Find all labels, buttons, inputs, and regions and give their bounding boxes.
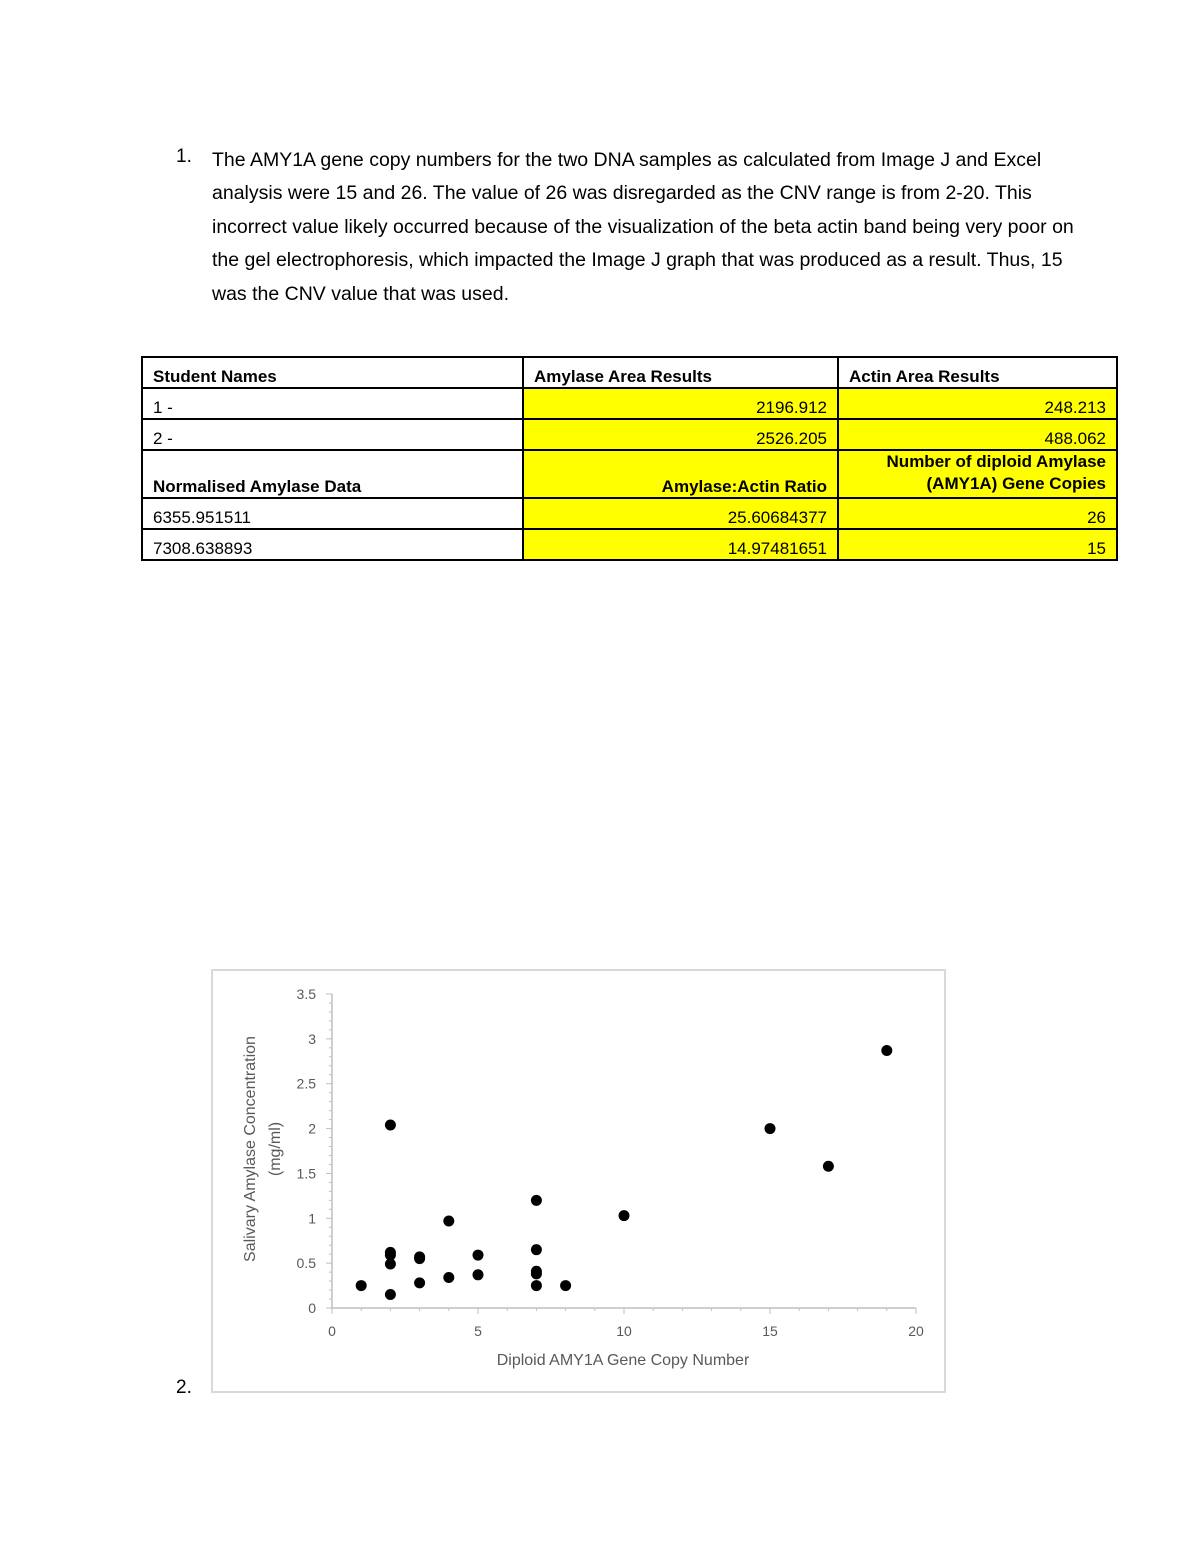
x-axis-title: Diploid AMY1A Gene Copy Number bbox=[496, 1352, 750, 1369]
data-point bbox=[414, 1277, 425, 1288]
data-point bbox=[823, 1161, 834, 1172]
x-tick-label: 15 bbox=[762, 1323, 778, 1339]
table-cell: 1 - bbox=[142, 388, 523, 419]
list-number-1: 1. bbox=[176, 146, 192, 167]
table-cell: 2526.205 bbox=[523, 419, 838, 450]
data-points bbox=[356, 1045, 893, 1300]
table-header-cell: Normalised Amylase Data bbox=[142, 450, 523, 498]
table-row bbox=[142, 388, 1117, 419]
y-tick-label: 0 bbox=[308, 1300, 316, 1316]
data-point bbox=[385, 1119, 396, 1130]
y-tick-label: 1 bbox=[308, 1210, 316, 1227]
y-tick-label: 0.5 bbox=[296, 1255, 316, 1272]
answer-paragraph-1: The AMY1A gene copy numbers for the two DNA samples as calculated from Image J and Excel analysis were 15 and 26. The value of 26 was disregarded as the CNV range is from 2-20. This incorrect value likely occurred because of the visualization of the beta actin band being very poor on the gel electrophoresis, which impacted the Image J graph that was produced as a result. Thus, 15 was the CNV value that was used. bbox=[212, 149, 1074, 305]
data-point bbox=[531, 1244, 542, 1255]
data-point bbox=[473, 1269, 484, 1280]
data-point bbox=[443, 1272, 454, 1283]
table-cell: 6355.951511 bbox=[142, 498, 523, 529]
x-tick-label: 5 bbox=[474, 1323, 482, 1339]
table-header-cell: Amylase Area Results bbox=[523, 357, 838, 388]
data-table bbox=[141, 356, 1118, 561]
table-cell: 7308.638893 bbox=[142, 529, 523, 560]
y-axis-title-line-1: Salivary Amylase Concentration bbox=[242, 1036, 259, 1262]
table-cell: 26 bbox=[838, 498, 1117, 529]
table-header-cell: Actin Area Results bbox=[838, 357, 1117, 388]
table-cell: 2 - bbox=[142, 419, 523, 450]
y-tick-label: 1.5 bbox=[296, 1165, 316, 1182]
table-header-row bbox=[142, 357, 1117, 388]
table-cell: 15 bbox=[838, 529, 1117, 560]
data-point bbox=[619, 1210, 630, 1221]
data-point bbox=[560, 1280, 571, 1291]
y-tick-label: 2 bbox=[308, 1120, 316, 1137]
table-header-row bbox=[142, 450, 1117, 498]
data-point bbox=[531, 1195, 542, 1206]
x-tick-label: 20 bbox=[908, 1323, 924, 1339]
table-row bbox=[142, 419, 1117, 450]
table-row bbox=[142, 529, 1117, 560]
data-point bbox=[881, 1045, 892, 1056]
data-point bbox=[473, 1250, 484, 1261]
data-point bbox=[385, 1289, 396, 1300]
data-point bbox=[414, 1253, 425, 1264]
data-point bbox=[531, 1268, 542, 1279]
y-tick-label: 2.5 bbox=[296, 1075, 316, 1092]
chart-frame bbox=[211, 969, 946, 1393]
list-number-2: 2. bbox=[176, 1377, 192, 1398]
x-axis bbox=[328, 1308, 924, 1339]
table-cell: 2196.912 bbox=[523, 388, 838, 419]
data-point bbox=[443, 1215, 454, 1226]
data-point bbox=[531, 1280, 542, 1291]
y-axis bbox=[297, 986, 332, 1316]
table-header-cell: Student Names bbox=[142, 357, 523, 388]
table-cell: 14.97481651 bbox=[523, 529, 838, 560]
data-point bbox=[765, 1123, 776, 1134]
y-axis-title-line-2: (mg/ml) bbox=[267, 1121, 284, 1177]
x-tick-label: 0 bbox=[328, 1323, 336, 1339]
y-tick-label: 3 bbox=[308, 1030, 316, 1047]
y-tick-label: 3.5 bbox=[296, 986, 316, 1002]
table-cell: 488.062 bbox=[838, 419, 1117, 450]
table-cell: 25.60684377 bbox=[523, 498, 838, 529]
table-row bbox=[142, 498, 1117, 529]
data-point bbox=[356, 1280, 367, 1291]
table-header-cell: Amylase:Actin Ratio bbox=[523, 450, 838, 498]
scatter-chart bbox=[213, 971, 944, 1391]
table-header-cell: Number of diploid Amylase (AMY1A) Gene Copies bbox=[838, 450, 1117, 498]
data-point bbox=[385, 1259, 396, 1270]
table-cell: 248.213 bbox=[838, 388, 1117, 419]
x-tick-label: 10 bbox=[616, 1323, 632, 1339]
